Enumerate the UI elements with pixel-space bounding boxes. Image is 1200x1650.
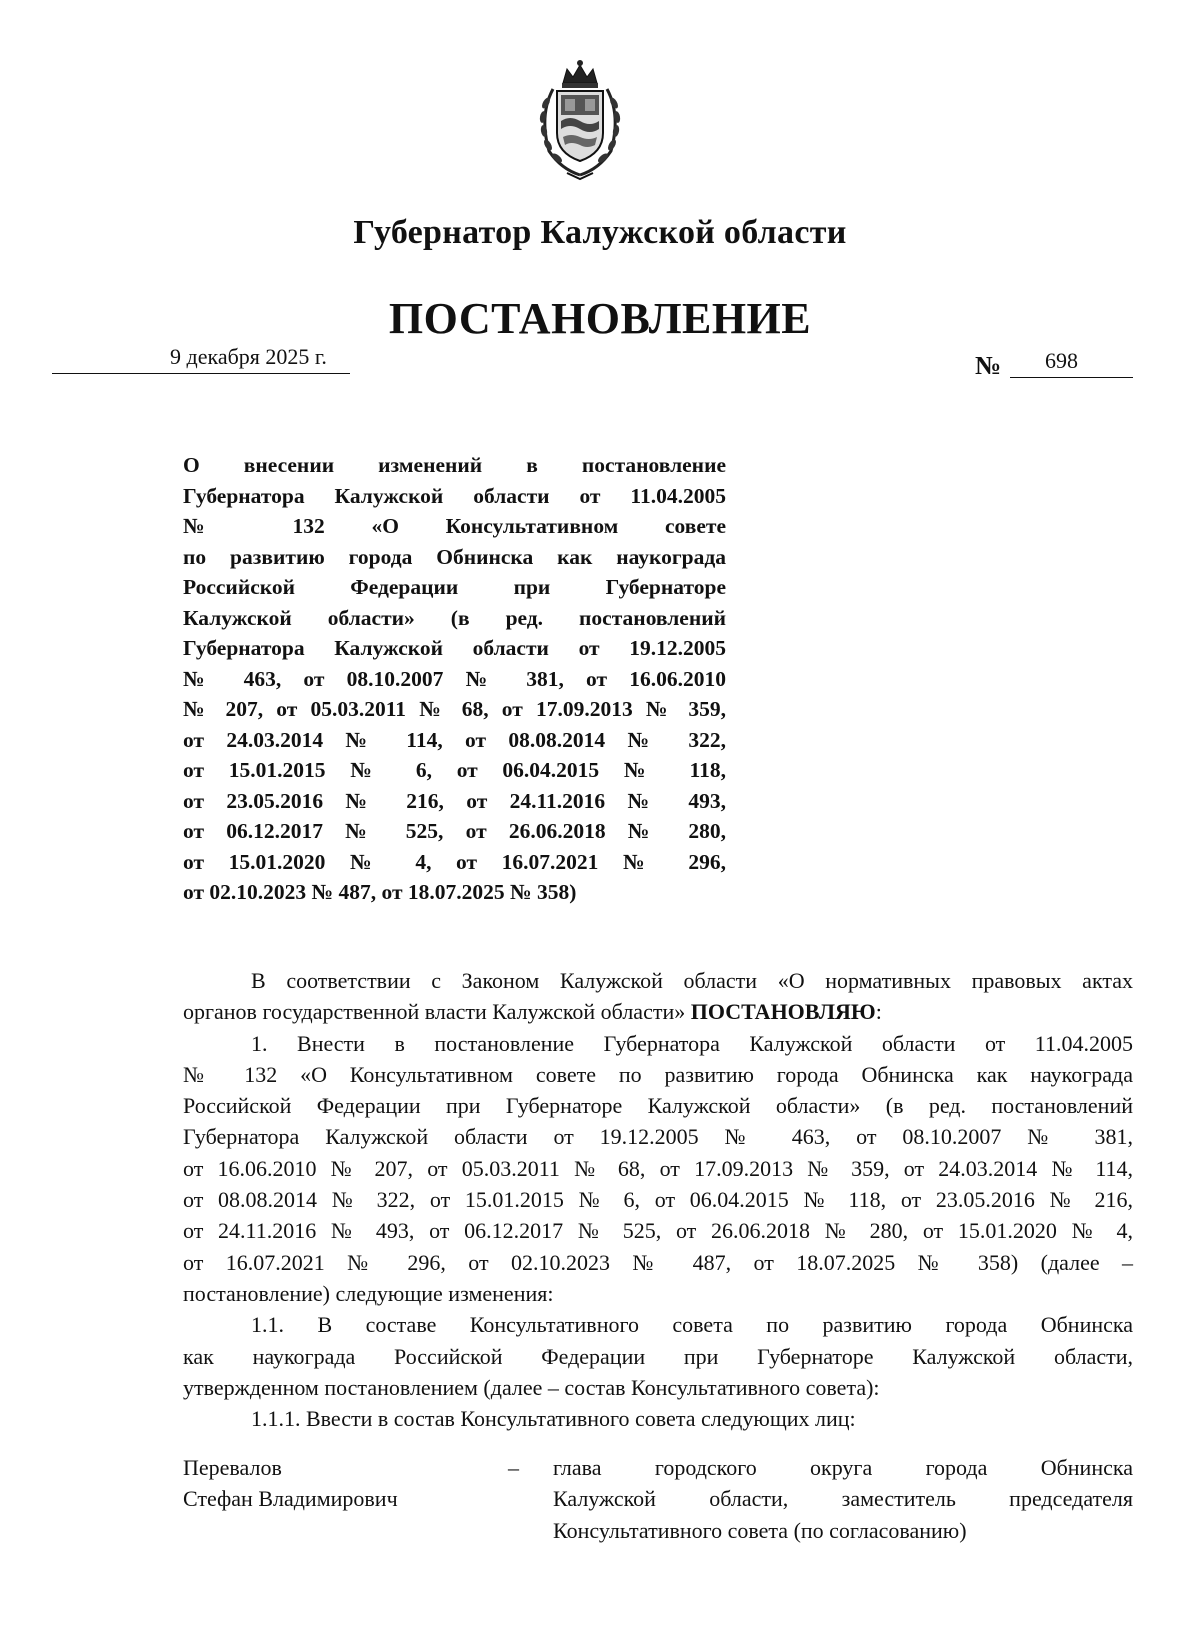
- document-type: ПОСТАНОВЛЕНИЕ: [388, 294, 812, 343]
- paragraph-line: от 24.11.2016 № 493, от 06.12.2017 № 525, от 26.06.2018 № 280, от 15.01.2020 № 4,: [183, 1218, 1133, 1244]
- paragraph-line: В соответствии с Законом Калужской области «О нормативных правовых актах: [251, 968, 1133, 993]
- document-body: [183, 965, 1133, 1434]
- date-underline: [52, 373, 350, 374]
- title-line: от 02.10.2023 № 487, от 18.07.2025 № 358): [183, 880, 577, 904]
- title-line: Губернатора Калужской области от 11.04.2005: [183, 483, 726, 508]
- title-line: № 463, от 08.10.2007 № 381, от 16.06.2010: [183, 666, 726, 691]
- title-line: по развитию города Обнинска как наукограда: [183, 544, 726, 569]
- coat-of-arms-icon: [525, 55, 635, 185]
- paragraph-text: органов государственной власти Калужской области»: [183, 999, 686, 1025]
- member-dash: –: [508, 1455, 519, 1480]
- paragraph-line: от 08.08.2014 № 322, от 15.01.2015 № 6, от 06.04.2015 № 118, от 23.05.2016 № 216,: [183, 1187, 1133, 1213]
- role-line: Консультативного совета (по согласованию): [553, 1517, 967, 1543]
- title-line: от 06.12.2017 № 525, от 26.06.2018 № 280,: [183, 819, 726, 843]
- role-line: глава городского округа города Обнинска: [553, 1455, 1133, 1480]
- title-line: Губернатора Калужской области от 19.12.2005: [183, 636, 726, 660]
- resolve-keyword: ПОСТАНОВЛЯЮ: [690, 999, 876, 1025]
- title-line: от 15.01.2020 № 4, от 16.07.2021 № 296,: [183, 849, 726, 874]
- paragraph-line: как наукограда Российской Федерации при Губернаторе Калужской области,: [183, 1343, 1133, 1369]
- document-title: [183, 450, 726, 908]
- paragraph-line: от 16.06.2010 № 207, от 05.03.2011 № 68, от 17.09.2013 № 359, от 24.03.2014 № 114,: [183, 1155, 1133, 1181]
- title-line: Калужской области» (в ред. постановлений: [183, 605, 726, 630]
- paragraph-line: [183, 996, 1133, 1027]
- title-line: № 207, от 05.03.2011 № 68, от 17.09.2013 № 359,: [183, 697, 726, 721]
- member-role: [553, 1452, 1133, 1546]
- colon: :: [875, 999, 882, 1025]
- member-surname: Перевалов: [183, 1455, 282, 1480]
- title-line: № 132 «О Консультативном совете: [183, 514, 726, 538]
- paragraph-line: Российской Федерации при Губернаторе Калужской области» (в ред. постановлений: [183, 1093, 1133, 1119]
- paragraph-line: 1.1. В составе Консультативного совета по развитию города Обнинска: [251, 1312, 1133, 1338]
- member-given-names: Стефан Владимирович: [183, 1486, 398, 1512]
- member-name: [183, 1452, 483, 1515]
- paragraph-line: от 16.07.2021 № 296, от 02.10.2023 № 487, от 18.07.2025 № 358) (далее –: [183, 1249, 1133, 1275]
- issuing-authority: Губернатор Калужской области: [353, 214, 847, 251]
- paragraph-line: 1. Внести в постановление Губернатора Калужской области от 11.04.2005: [251, 1030, 1133, 1056]
- paragraph-line: № 132 «О Консультативном совете по развитию города Обнинска как наукограда: [183, 1061, 1133, 1087]
- paragraph-line: Губернатора Калужской области от 19.12.2005 № 463, от 08.10.2007 № 381,: [183, 1124, 1133, 1150]
- title-line: от 15.01.2015 № 6, от 06.04.2015 № 118,: [183, 758, 726, 782]
- paragraph-line: 1.1.1. Ввести в состав Консультативного совета следующих лиц:: [251, 1406, 856, 1432]
- title-line: от 24.03.2014 № 114, от 08.08.2014 № 322,: [183, 727, 726, 752]
- paragraph-line: постановление) следующие изменения:: [183, 1280, 554, 1306]
- document-number: 698: [1045, 348, 1078, 373]
- paragraph-line: утвержденном постановлением (далее – состав Консультативного совета):: [183, 1374, 880, 1400]
- number-label: №: [975, 351, 1002, 380]
- title-line: О внесении изменений в постановление: [183, 453, 726, 477]
- title-line: от 23.05.2016 № 216, от 24.11.2016 № 493,: [183, 788, 726, 813]
- number-underline: [1010, 377, 1133, 378]
- document-date: 9 декабря 2025 г.: [170, 344, 327, 369]
- role-line: Калужской области, заместитель председателя: [553, 1486, 1133, 1512]
- title-line: Российской Федерации при Губернаторе: [183, 575, 726, 599]
